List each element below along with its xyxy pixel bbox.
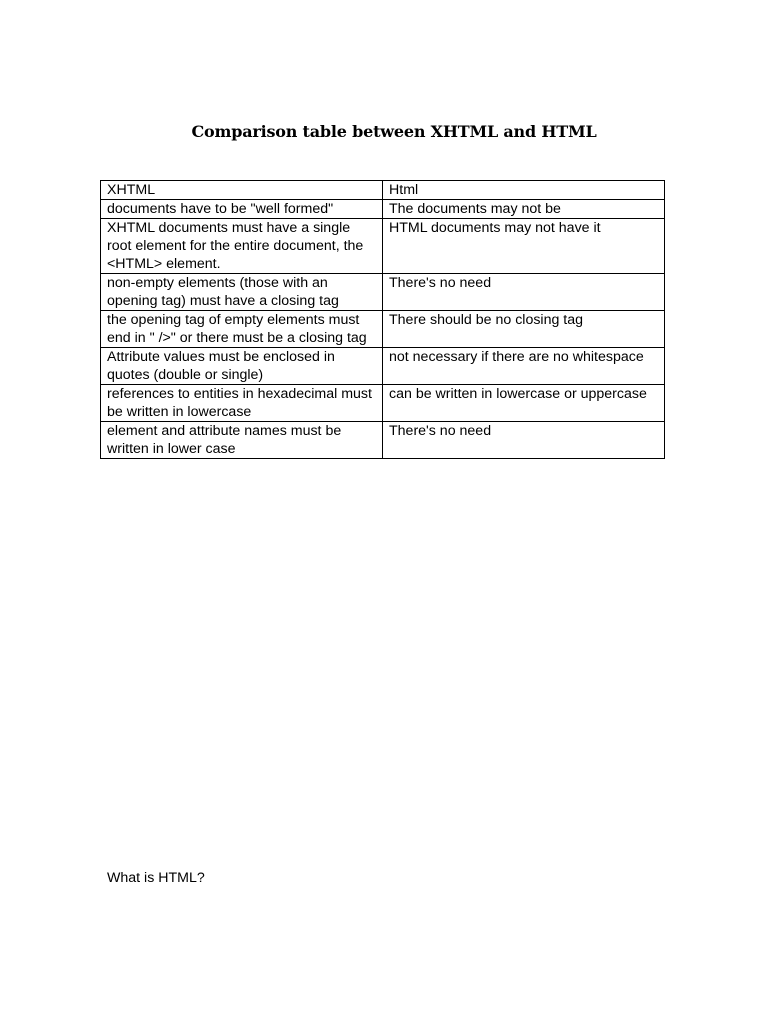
- table-cell: [383, 311, 665, 348]
- table-cell: [383, 200, 665, 219]
- header-cell-xhtml: XHTML: [101, 181, 383, 200]
- table-row: [101, 348, 665, 385]
- cell-text: can be written in lowercase or uppercase: [389, 386, 647, 402]
- table-row: [101, 422, 665, 459]
- cell-text: the opening tag of empty elements must end in " />" or there must be a closing tag: [107, 312, 367, 346]
- page-title: Comparison table between XHTML and HTML: [191, 122, 597, 141]
- table-cell: [383, 219, 665, 274]
- cell-text: XHTML documents must have a single root element for the entire document, the <HTML> element.: [107, 220, 364, 272]
- cell-text: There should be no closing tag: [389, 312, 584, 328]
- cell-text: documents have to be "well formed": [107, 201, 334, 217]
- table-row: [101, 200, 665, 219]
- table-cell: [383, 422, 665, 459]
- table-cell: [101, 348, 383, 385]
- cell-text: HTML documents may not have it: [389, 220, 601, 236]
- comparison-table: [100, 180, 665, 459]
- cell-text: non-empty elements (those with an opening tag) must have a closing tag: [107, 275, 339, 309]
- table-row: [101, 311, 665, 348]
- cell-text: element and attribute names must be written in lower case: [107, 423, 342, 457]
- cell-text: references to entities in hexadecimal must be written in lowercase: [107, 386, 372, 420]
- table-cell: [101, 422, 383, 459]
- table-row: [101, 274, 665, 311]
- cell-text: Attribute values must be enclosed in quotes (double or single): [107, 349, 335, 383]
- cell-text: not necessary if there are no whitespace: [389, 349, 644, 365]
- table-row: [101, 385, 665, 422]
- table-cell: [101, 274, 383, 311]
- header-cell-html: Html: [383, 181, 665, 200]
- table-cell: [101, 311, 383, 348]
- cell-text: There's no need: [389, 275, 492, 291]
- table-header-row: [101, 181, 665, 200]
- table-cell: [383, 348, 665, 385]
- section-question: What is HTML?: [107, 870, 205, 886]
- table-cell: [101, 385, 383, 422]
- cell-text: There's no need: [389, 423, 492, 439]
- table-cell: [101, 200, 383, 219]
- table-cell: [383, 274, 665, 311]
- table-cell: [383, 385, 665, 422]
- cell-text: The documents may not be: [389, 201, 561, 217]
- table-cell: [101, 219, 383, 274]
- table-row: [101, 219, 665, 274]
